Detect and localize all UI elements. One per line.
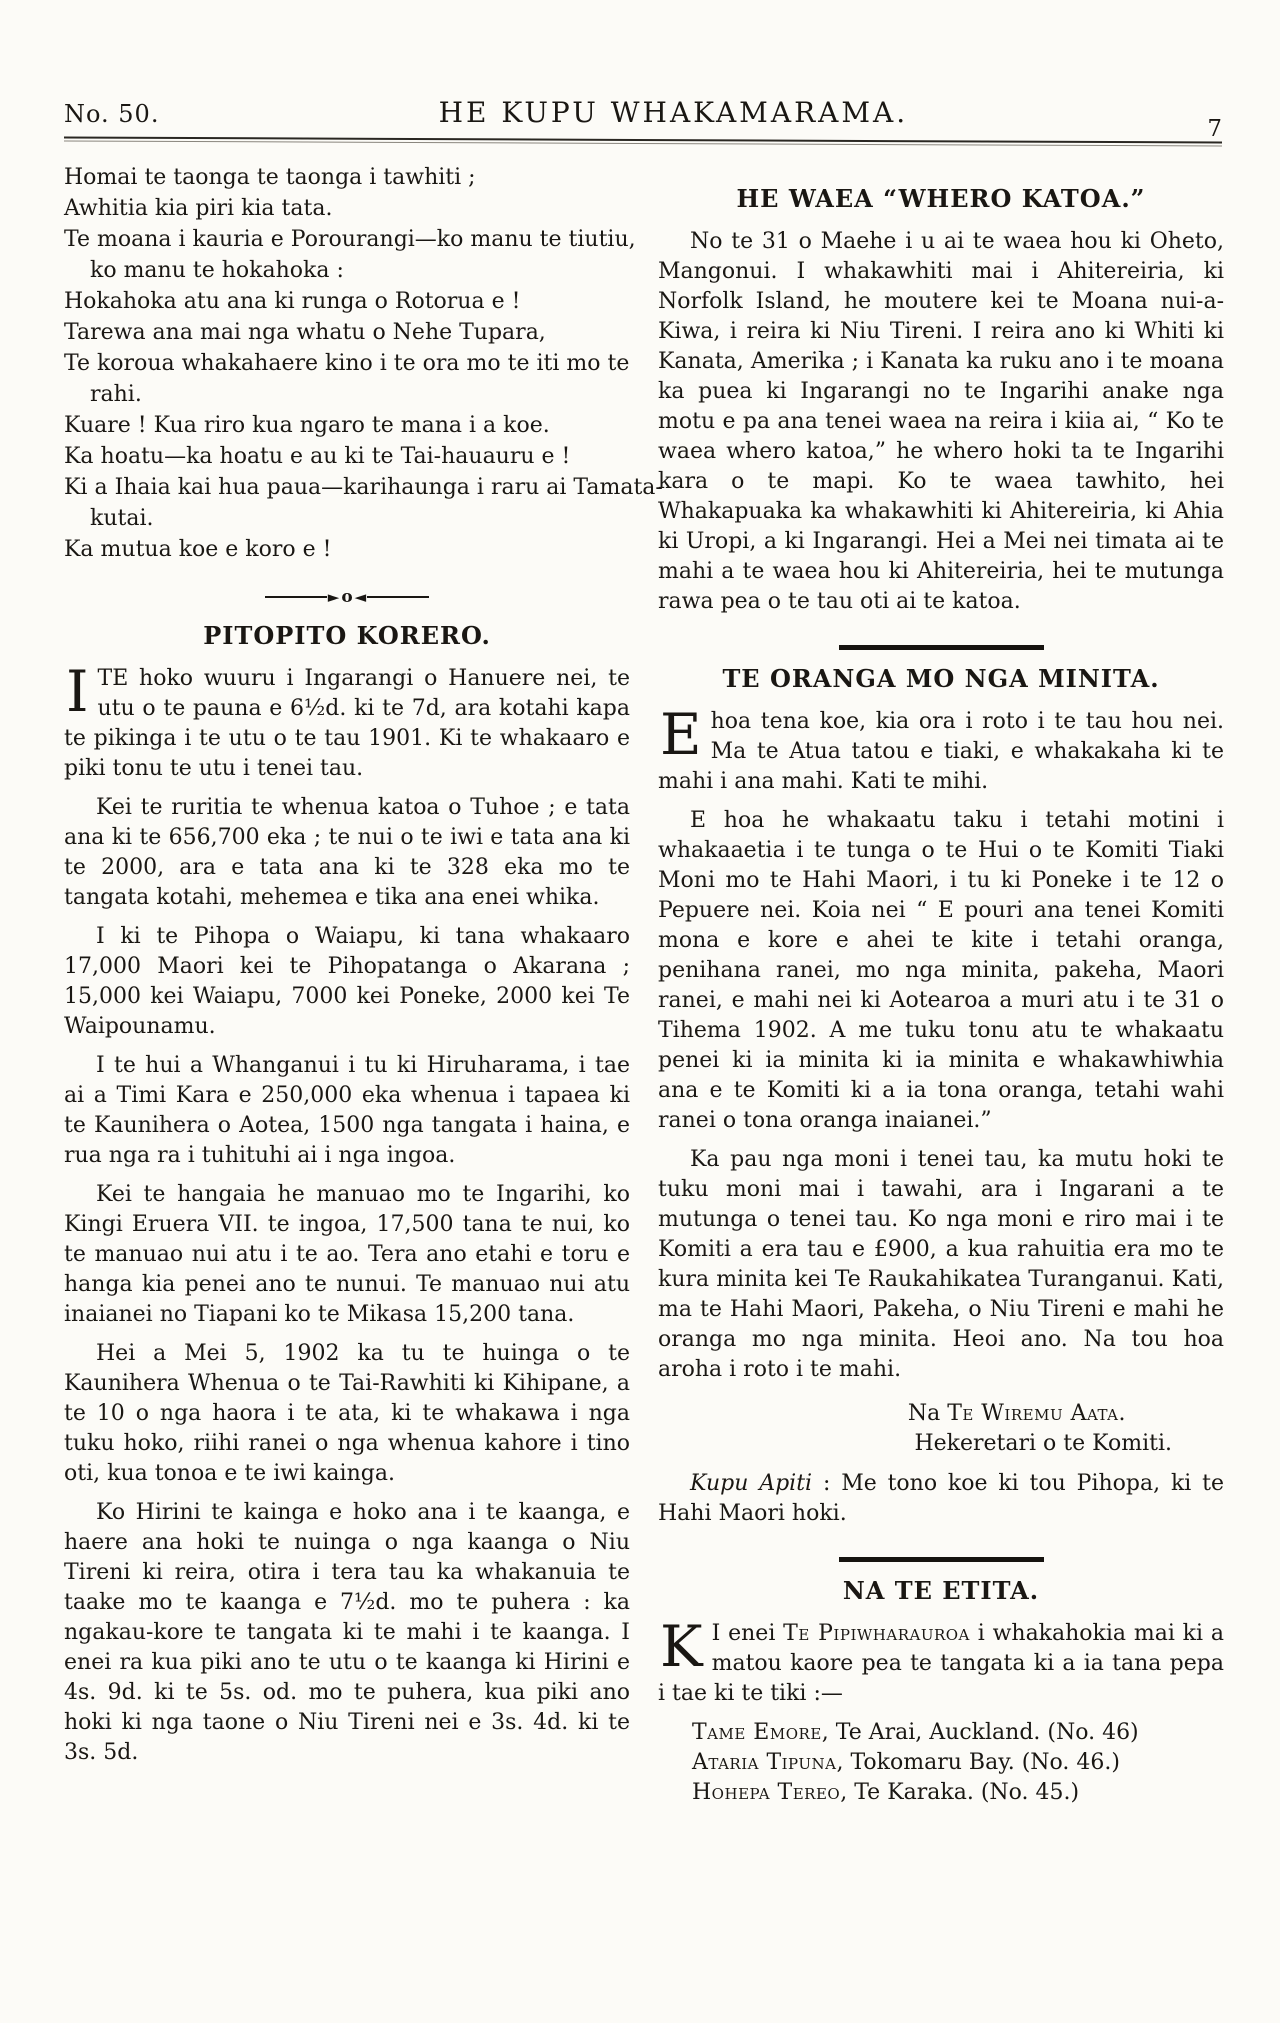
section-rule <box>839 1557 1044 1562</box>
paragraph-dropcap <box>658 702 1224 797</box>
section-heading-pitopito-korero: PITOPITO KORERO. <box>203 621 491 650</box>
section-heading-he-waea: HE WAEA “WHERO KATOA.” <box>736 184 1146 213</box>
section-heading-te-oranga: TE ORANGA MO NGA MINITA. <box>722 664 1160 693</box>
intro-before: I enei <box>711 1621 784 1646</box>
person-detail: , Te Karaka. (No. 45.) <box>840 1780 1080 1805</box>
drop-cap-letter: I <box>66 659 89 725</box>
section-rule <box>839 645 1044 650</box>
poem-line: Homai te taonga te taonga i tawhiti ; <box>64 165 476 190</box>
signature-prefix: Na <box>907 1401 948 1426</box>
list-item <box>658 1778 1224 1808</box>
paragraph: Ka pau nga moni i tenei tau, ka mutu hoki te tuku moni mai i tawahi, ara i Ingarani a te mutunga o tenei tau. Ko nga moni e riro mai i te Komiti a era tau e £900, a kua rahuitia era mo te kura minita kei Te Raukahikatea Turanganui. Kati, ma te Hahi Maori, Pakeha, o Niu Tireni e mahi he oranga mo nga minita. Heoi ano. Na tou hoa aroha i roto i te mahi. <box>658 1147 1224 1382</box>
poem-line: Tarewa ana mai nga whatu o Nehe Tupara, <box>64 320 546 345</box>
circle-icon: o <box>341 586 353 607</box>
list-item <box>658 1718 1224 1748</box>
paragraph: I te hui a Whanganui i tu ki Hiruharama, i tae ai a Timi Kara e 250,000 eka whenua i tapaea ki te Kaunihera o Aotea, 1500 nga tangata i haina, e rua nga ra i tuhituhi ai i nga ingoa. <box>64 1053 630 1168</box>
poem-line: Ki a Ihaia kai hua paua—karihaunga i raru ai Tamata- <box>64 475 663 500</box>
paragraph-text: TE hoko wuuru i Ingarangi o Hanuere nei, te utu o te pauna e 6½d. ki te 7d, ara kotahi kapa te pikinga i te utu o te tau 1901. Ki te whakaaro e piki tonu te utu i tenei tau. <box>64 666 630 781</box>
paper-name: Te Pipiwharauroa <box>783 1621 970 1646</box>
drop-cap-letter: K <box>660 1614 703 1680</box>
poem-line-continuation: ko manu te hokahoka : <box>90 258 344 283</box>
paragraph: I ki te Pihopa o Waiapu, ki tana whakaaro 17,000 Maori kei te Pihopatanga o Akarana ; 15,000 kei Waiapu, 7000 kei Poneke, 2000 kei Te Waipounamu. <box>64 924 630 1039</box>
postscript-lead: Kupu Apiti <box>690 1471 813 1496</box>
paragraph: Hei a Mei 5, 1902 ka tu te huinga o te Kaunihera Whenua o te Tai-Rawhiti ki Kihipane, a te 10 o nga haora i te ata, ki te whakawa i nga tuku hoko, riihi ranei o nga whenua kahore i tino oti, kua tonoa e te iwi kainga. <box>64 1341 630 1486</box>
waiata-poem <box>64 162 663 565</box>
section-divider-ornament <box>64 587 630 607</box>
intro-after: i whakahokia mai ki a matou kaore pea te tangata ki a ia tana pepa i tae ki te tiki :— <box>658 1621 1224 1706</box>
returned-papers-list <box>658 1718 1224 1808</box>
person-name: Tame Emore <box>692 1720 822 1745</box>
arrow-right-icon: ► <box>327 587 340 606</box>
paragraph: Ko Hirini te kainga e hoko ana i te kaanga, e haere ana hoki te nuinga o nga kaanga o Niu Tireni ki reira, otira i tera tau ka whakanuia te taake mo te kaanga e 7½d. mo te puhera : ka ngakau-kore te tangata ki te mahi i te kaanga. I enei ra kua piki ano te utu o te kaanga ki Hirini e 4s. 9d. ki te 5s. od. mo te puhera, kua piki ano hoki ki nga taone o Niu Tireni nei e 3s. 4d. ki te 3s. 5d. <box>64 1500 630 1765</box>
poem-line-continuation: kutai. <box>90 506 154 531</box>
page-number: 7 <box>1207 116 1222 142</box>
drop-cap-letter: E <box>660 702 702 768</box>
signature-block <box>658 1399 1224 1459</box>
divider-line-icon <box>265 596 327 598</box>
paragraph: Kei te ruritia te whenua katoa o Tuhoe ; e tata ana ki te 656,700 eka ; te nui o te iwi e tata ana ki te 2000, ara e tata ana ki te 328 eka mo te tangata kotahi, mehemea e tika ana enei whika. <box>64 795 630 910</box>
poem-line-continuation: rahi. <box>90 382 142 407</box>
content-columns <box>0 144 1280 1808</box>
paragraph-text: hoa tena koe, kia ora i roto i te tau hou nei. Ma te Atua tatou e tiaki, e whakakaha ki te mahi i ana mahi. Kati te mihi. <box>658 709 1224 794</box>
poem-line: Te koroua whakahaere kino i te ora mo te iti mo te <box>64 351 630 376</box>
paragraph-dropcap <box>64 659 630 784</box>
arrow-left-icon: ◄ <box>354 587 367 606</box>
postscript-paragraph <box>658 1469 1224 1529</box>
issue-number: No. 50. <box>64 100 160 128</box>
signature-name-line <box>658 1399 1224 1429</box>
divider-line-icon <box>367 596 429 598</box>
page-header <box>0 96 1280 142</box>
paragraph: E hoa he whakaatu taku i tetahi motini i whakaaetia i te tunga o te Hui o te Komiti Tiaki Moni mo te Hahi Maori, i tu ki Poneke i te 12 o Pepuere nei. Koia nei “ E pouri ana tenei Komiti mona e kore e ahei te kite i tetahi oranga, penihana ranei, mo nga minita, pakeha, Maori ranei, e mahi nei ki Aotearoa a muri atu i te 31 o Tihema 1902. A me tuku tonu atu te whakaatu penei ki ia minita ki ia minita e whakawhiwhia ana e te Komiti ki a ia tona oranga, tetahi wahi ranei o tona oranga inaianei.” <box>658 808 1224 1133</box>
paragraph: No te 31 o Maehe i u ai te waea hou ki Oheto, Mangonui. I whakawhiti mai i Ahitereiria, ki Norfolk Island, he moutere kei te Moana nui-a-Kiwa, i reira ki Niu Tireni. I reira ano ki Whiti ki Kanata, Amerika ; i Kanata ka ruku ano i te moana ka puea ki Ingarangi no te Ingarihi anake nga motu e pa ana tenei waea na reira i kiia ai, “ Ko te waea whero katoa,” he whero hoki ta te Ingarihi kara o te mapi. Ko te waea tawhito, hei Whakapuaka ka whakawhiti ki Ahitereiria, ki Ahia ki Uropi, a ki Ingarangi. Hei a Mei nei timata ai te mahi a te waea hou ki Ahitereiria, hei te mutunga rawa pea o te tau oti ai te katoa. <box>658 229 1224 614</box>
poem-line: Ka mutua koe e koro e ! <box>64 537 332 562</box>
poem-line: Hokahoka atu ana ki runga o Rotorua e ! <box>64 289 521 314</box>
poem-line: Ka hoatu—ka hoatu e au ki te Tai-hauauru e ! <box>64 444 571 469</box>
paragraph: Kei te hangaia he manuao mo te Ingarihi, ko Kingi Eruera VII. te ingoa, 17,500 tana te nui, ko te manuao nui atu i te ao. Tera ano etahi e toru e hanga kia penei ano te nunui. Te manuao nui atu inaianei no Tiapani ko te Mikasa 15,200 tana. <box>64 1182 630 1327</box>
postscript-text: : Me tono koe ki tou Pihopa, ki te Hahi Maori hoki. <box>658 1471 1225 1526</box>
poem-line: Te moana i kauria e Porourangi—ko manu te tiutiu, <box>64 227 636 252</box>
right-column <box>658 158 1224 1808</box>
person-detail: , Te Arai, Auckland. (No. 46) <box>821 1720 1139 1745</box>
signature-name: Te Wiremu Aata. <box>947 1401 1126 1426</box>
paragraph-dropcap <box>658 1614 1224 1709</box>
section-heading-na-te-etita: NA TE ETITA. <box>842 1576 1040 1605</box>
person-name: Hohepa Tereo <box>692 1780 841 1805</box>
left-column <box>64 158 663 1808</box>
newspaper-title: HE KUPU WHAKAMARAMA. <box>438 96 909 129</box>
list-item <box>658 1748 1224 1778</box>
poem-line: Awhitia kia piri kia tata. <box>64 196 333 221</box>
person-name: Ataria Tipuna <box>692 1750 837 1775</box>
person-detail: , Tokomaru Bay. (No. 46.) <box>836 1750 1120 1775</box>
poem-line: Kuare ! Kua riro kua ngaro te mana i a koe. <box>64 413 550 438</box>
signature-role: Hekeretari o te Komiti. <box>914 1431 1172 1456</box>
